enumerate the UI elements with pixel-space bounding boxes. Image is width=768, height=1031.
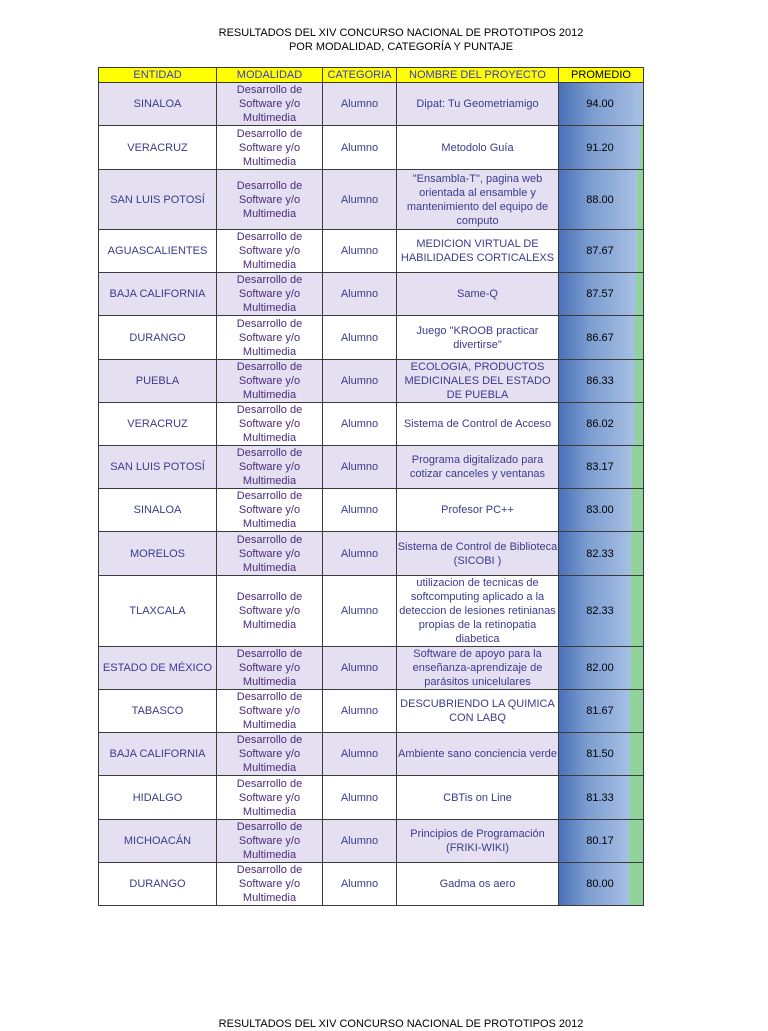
cell-promedio [559,733,644,776]
cell-modalidad: Desarrollo de Software y/o Multimedia [217,230,323,273]
score-value: 86.67 [586,331,614,344]
cell-modalidad: Desarrollo de Software y/o Multimedia [217,403,323,446]
cell-entidad: SAN LUIS POTOSÍ [99,170,217,230]
cell-categoria: Alumno [323,489,397,532]
cell-modalidad: Desarrollo de Software y/o Multimedia [217,360,323,403]
score-value: 83.17 [586,461,614,473]
cell-modalidad: Desarrollo de Software y/o Multimedia [217,273,323,316]
cell-entidad: VERACRUZ [99,126,217,170]
cell-proyecto: CBTis on Line [397,776,559,820]
cell-entidad: BAJA CALIFORNIA [99,733,217,776]
score-value: 82.33 [586,605,614,617]
header-modalidad: MODALIDAD [217,68,323,83]
cell-proyecto: DESCUBRIENDO LA QUIMICA CON LABQ [397,690,559,733]
cell-proyecto: MEDICION VIRTUAL DE HABILIDADES CORTICALEXS [397,230,559,273]
cell-modalidad: Desarrollo de Software y/o Multimedia [217,446,323,489]
cell-modalidad: Desarrollo de Software y/o Multimedia [217,647,323,690]
cell-promedio [559,273,644,316]
cell-promedio [559,576,644,647]
cell-entidad: ESTADO DE MÉXICO [99,647,217,690]
score-value: 88.00 [586,193,614,206]
cell-promedio [559,316,644,360]
score-value: 80.00 [586,878,614,890]
cell-proyecto: Sistema de Control de Acceso [397,403,559,446]
score-value: 82.00 [586,662,614,674]
header-proyecto: NOMBRE DEL PROYECTO [397,68,559,83]
cell-proyecto: Metodolo Guía [397,126,559,170]
cell-entidad: SINALOA [99,83,217,126]
next-page-title: RESULTADOS DEL XIV CONCURSO NACIONAL DE PROTOTIPOS 2012 [218,1018,584,1030]
cell-entidad: VERACRUZ [99,403,217,446]
score-value: 81.67 [586,705,614,717]
cell-categoria: Alumno [323,863,397,906]
cell-categoria: Alumno [323,690,397,733]
results-table [98,67,644,906]
cell-modalidad: Desarrollo de Software y/o Multimedia [217,690,323,733]
table-row [99,446,644,489]
cell-entidad: TLAXCALA [99,576,217,647]
cell-proyecto: Principios de Programación (FRIKI-WIKI) [397,820,559,863]
table-row [99,360,644,403]
cell-entidad: MORELOS [99,532,217,576]
cell-promedio [559,360,644,403]
cell-categoria: Alumno [323,273,397,316]
cell-promedio [559,776,644,820]
cell-proyecto: Juego "KROOB practicar divertirse" [397,316,559,360]
cell-modalidad: Desarrollo de Software y/o Multimedia [217,170,323,230]
cell-promedio [559,230,644,273]
cell-promedio [559,446,644,489]
cell-entidad: HIDALGO [99,776,217,820]
score-value: 91.20 [586,141,614,154]
cell-entidad: BAJA CALIFORNIA [99,273,217,316]
cell-proyecto: ECOLOGIA, PRODUCTOS MEDICINALES DEL ESTADO DE PUEBLA [397,360,559,403]
cell-modalidad: Desarrollo de Software y/o Multimedia [217,820,323,863]
cell-categoria: Alumno [323,776,397,820]
table-row [99,230,644,273]
cell-promedio [559,690,644,733]
table-row [99,316,644,360]
cell-categoria: Alumno [323,820,397,863]
table-row [99,863,644,906]
cell-entidad: SINALOA [99,489,217,532]
cell-proyecto: Sistema de Control de Biblioteca (SICOBI ) [397,532,559,576]
cell-promedio [559,863,644,906]
score-value: 83.00 [586,504,614,516]
cell-categoria: Alumno [323,230,397,273]
cell-promedio [559,83,644,126]
cell-entidad: TABASCO [99,690,217,733]
score-value: 82.33 [586,547,614,560]
cell-promedio [559,403,644,446]
table-body [99,83,644,906]
cell-categoria: Alumno [323,576,397,647]
cell-proyecto: utilizacion de tecnicas de softcomputing aplicado a la deteccion de lesiones retinianas propias de la retinopatia diabetica [397,576,559,647]
cell-entidad: DURANGO [99,863,217,906]
table-row [99,690,644,733]
cell-categoria: Alumno [323,170,397,230]
cell-proyecto: Profesor PC++ [397,489,559,532]
cell-promedio [559,170,644,230]
table-row [99,403,644,446]
cell-promedio [559,532,644,576]
cell-categoria: Alumno [323,532,397,576]
header-entidad: ENTIDAD [99,68,217,83]
table-row [99,489,644,532]
table-row [99,647,644,690]
cell-entidad: PUEBLA [99,360,217,403]
table-row [99,273,644,316]
cell-modalidad: Desarrollo de Software y/o Multimedia [217,83,323,126]
cell-categoria: Alumno [323,126,397,170]
header-row [99,68,644,83]
score-value: 81.33 [586,791,614,804]
table-row [99,83,644,126]
cell-proyecto: Ambiente sano conciencia verde [397,733,559,776]
score-value: 86.33 [586,375,614,387]
cell-modalidad: Desarrollo de Software y/o Multimedia [217,316,323,360]
cell-modalidad: Desarrollo de Software y/o Multimedia [217,126,323,170]
table-row [99,532,644,576]
cell-promedio [559,489,644,532]
score-value: 87.57 [586,288,614,300]
score-value: 80.17 [586,835,614,847]
cell-modalidad: Desarrollo de Software y/o Multimedia [217,776,323,820]
header-promedio: PROMEDIO [559,68,644,83]
table-row [99,776,644,820]
cell-modalidad: Desarrollo de Software y/o Multimedia [217,576,323,647]
cell-modalidad: Desarrollo de Software y/o Multimedia [217,733,323,776]
table-row [99,126,644,170]
cell-promedio [559,820,644,863]
cell-entidad: DURANGO [99,316,217,360]
cell-categoria: Alumno [323,446,397,489]
cell-categoria: Alumno [323,403,397,446]
table-row [99,733,644,776]
score-value: 86.02 [586,418,614,430]
table-row [99,820,644,863]
cell-modalidad: Desarrollo de Software y/o Multimedia [217,532,323,576]
header-categoria: CATEGORIA [323,68,397,83]
cell-categoria: Alumno [323,83,397,126]
cell-categoria: Alumno [323,647,397,690]
cell-entidad: MICHOACÁN [99,820,217,863]
cell-promedio [559,126,644,170]
score-value: 81.50 [586,748,614,760]
cell-modalidad: Desarrollo de Software y/o Multimedia [217,489,323,532]
cell-categoria: Alumno [323,360,397,403]
document-subtitle: POR MODALIDAD, CATEGORÍA Y PUNTAJE [288,41,514,53]
score-value: 87.67 [586,245,614,257]
document-title: RESULTADOS DEL XIV CONCURSO NACIONAL DE PROTOTIPOS 2012 [218,27,584,39]
cell-entidad: AGUASCALIENTES [99,230,217,273]
cell-proyecto: Same-Q [397,273,559,316]
cell-promedio [559,647,644,690]
score-value: 94.00 [586,98,614,110]
cell-categoria: Alumno [323,316,397,360]
cell-proyecto: Dipat: Tu Geometriamigo [397,83,559,126]
cell-entidad: SAN LUIS POTOSÍ [99,446,217,489]
cell-proyecto: "Ensambla-T", pagina web orientada al ensamble y mantenimiento del equipo de computo [397,170,559,230]
cell-proyecto: Gadma os aero [397,863,559,906]
cell-proyecto: Software de apoyo para la enseñanza-aprendizaje de parásitos unicelulares [397,647,559,690]
cell-categoria: Alumno [323,733,397,776]
table-row [99,576,644,647]
cell-proyecto: Programa digitalizado para cotizar canceles y ventanas [397,446,559,489]
cell-modalidad: Desarrollo de Software y/o Multimedia [217,863,323,906]
table-row [99,170,644,230]
